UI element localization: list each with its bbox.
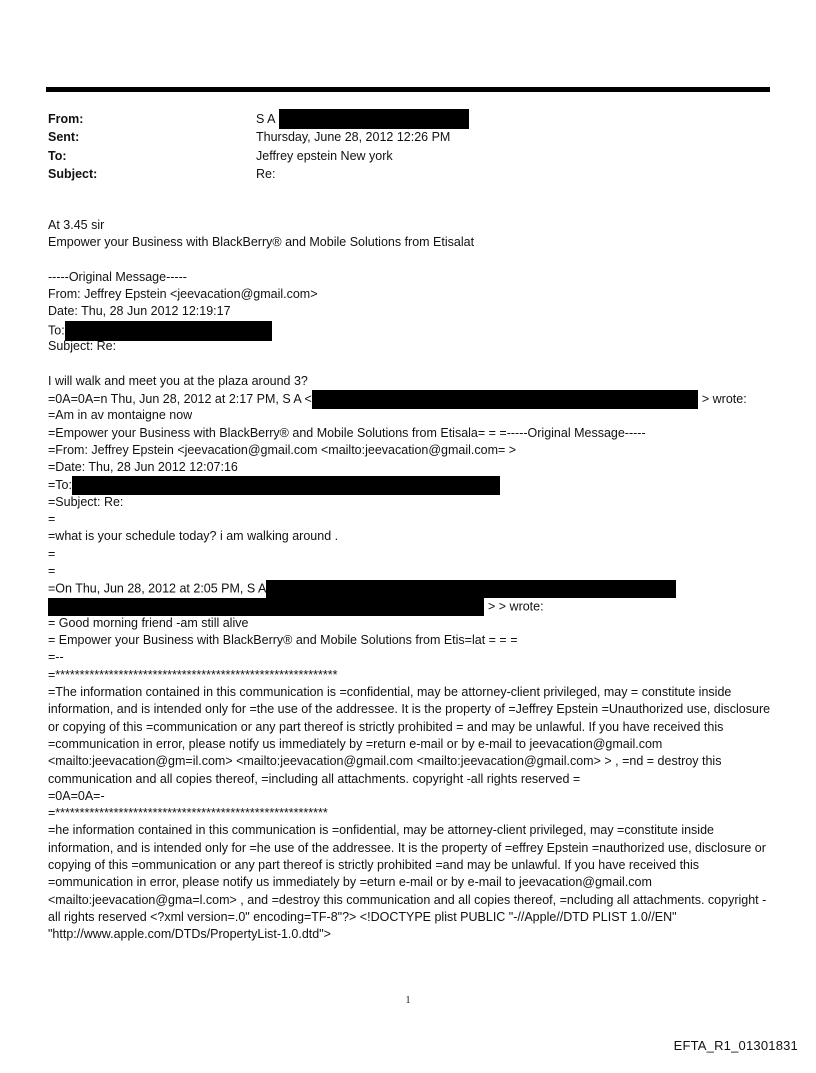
to-row: [48, 147, 469, 165]
to-text: To:: [48, 323, 65, 338]
from-row: [48, 110, 469, 128]
body-line: I will walk and meet you at the plaza around 3?: [48, 373, 308, 388]
body-line: =Date: Thu, 28 Jun 2012 12:07:16: [48, 460, 238, 475]
body-line: =0A=0A=-: [48, 788, 105, 803]
body-line: =**********************************************************: [48, 667, 338, 682]
disclaimer-paragraph-2: =he information contained in this communication is =onfidential, may be attorney-client privileged, may =constitute inside information, and is intended only for =he use of the addressee. It is the property of =effrey Epstein =nauthorized use, disclosure or copying of this =ommunication or any part thereof is strictly prohibited =and may be unlawful. If you have received this =ommunication in error, please notify us immediately by =eturn e-mail or by e-mail to jeevacation@gmail.com <mailto:jeevacation@gma=l.com> , and =destroy this communication and all copies thereof, =ncluding all attachments. copyright -all rights reserved <?xml version=.0" encoding=TF-8"?> <!DOCTYPE plist PUBLIC "-//Apple//DTD PLIST 1.0//EN" "http://www.apple.com/DTDs/PropertyList-1.0.dtd">: [48, 823, 767, 942]
redaction-email: [312, 390, 698, 409]
email-body: [48, 217, 776, 943]
body-line: [48, 580, 776, 597]
to-value: Jeffrey epstein New york: [256, 148, 393, 163]
sent-label: Sent:: [48, 130, 80, 145]
body-line: -----Original Message-----: [48, 269, 187, 284]
redaction-email-2: [266, 580, 676, 598]
body-line: = Good morning friend -am still alive: [48, 615, 249, 630]
subject-row: [48, 165, 469, 183]
to-text: =To:: [48, 478, 72, 493]
body-line: =From: Jeffrey Epstein <jeevacation@gmail.com <mailto:jeevacation@gmail.com= >: [48, 442, 517, 457]
wrote-text-2: > > wrote:: [488, 598, 544, 613]
document-id-footer: EFTA_R1_01301831: [673, 1038, 798, 1053]
body-line: =Subject: Re:: [48, 494, 124, 509]
body-line: =: [48, 546, 56, 561]
header-rule: [46, 87, 770, 92]
body-line: [48, 476, 776, 493]
body-line: From: Jeffrey Epstein <jeevacation@gmail.com>: [48, 287, 318, 302]
sent-value: Thursday, June 28, 2012 12:26 PM: [256, 130, 451, 145]
from-label: From:: [48, 112, 84, 126]
from-value: S A: [256, 112, 276, 126]
body-line: [48, 321, 776, 338]
body-line: =--: [48, 650, 64, 665]
body-line: =Am in av montaigne now: [48, 408, 193, 423]
body-line: =: [48, 563, 56, 578]
reply-header-text: =0A=0A=n Thu, Jun 28, 2012 at 2:17 PM, S A <: [48, 391, 312, 406]
body-line: [48, 598, 776, 615]
body-line: Subject: Re:: [48, 339, 117, 354]
body-line: Empower your Business with BlackBerry® and Mobile Solutions from Etisalat: [48, 235, 475, 250]
email-header: [48, 110, 469, 184]
page-number: 1: [405, 995, 411, 1006]
body-line: =what is your schedule today? i am walking around .: [48, 529, 339, 544]
redaction-email-3: [48, 598, 484, 616]
body-line: [48, 390, 776, 407]
redaction-from: [279, 109, 469, 129]
body-line: Date: Thu, 28 Jun 2012 12:19:17: [48, 304, 231, 319]
body-line: =********************************************************: [48, 806, 328, 821]
redaction-to-2: [72, 476, 500, 495]
body-line: =Empower your Business with BlackBerry® and Mobile Solutions from Etisala= = =-----Original Message-----: [48, 425, 646, 440]
subject-value: Re:: [256, 167, 276, 182]
wrote-text: > wrote:: [701, 391, 747, 406]
disclaimer-paragraph: =The information contained in this communication is =confidential, may be attorney-client privileged, may = constitute inside information, and is intended only for =the use of the addressee. It is the property of =Jeffrey Epstein =Unauthorized use, disclosure or copying of this =communication or any part thereof is strictly prohibited = and may be unlawful. If you have received this =communication in error, please notify us immediately by =return e-mail or by e-mail to jeevacation@gmail.com <mailto:jeevacation@gm=il.com> <mailto:jeevacation@gmail.com <mailto:jeevacation@gmail.com> > , =nd = destroy this communication and all copies thereof, =including all attachments. copyright -all rights reserved =: [48, 685, 771, 786]
subject-label: Subject:: [48, 167, 98, 182]
reply-header-text-2: =On Thu, Jun 28, 2012 at 2:05 PM, S A: [48, 581, 267, 596]
sent-row: [48, 128, 469, 146]
body-line: =: [48, 512, 56, 527]
to-label: To:: [48, 148, 67, 163]
body-line: = Empower your Business with BlackBerry® and Mobile Solutions from Etis=lat = = =: [48, 633, 518, 648]
body-line: At 3.45 sir: [48, 218, 105, 232]
